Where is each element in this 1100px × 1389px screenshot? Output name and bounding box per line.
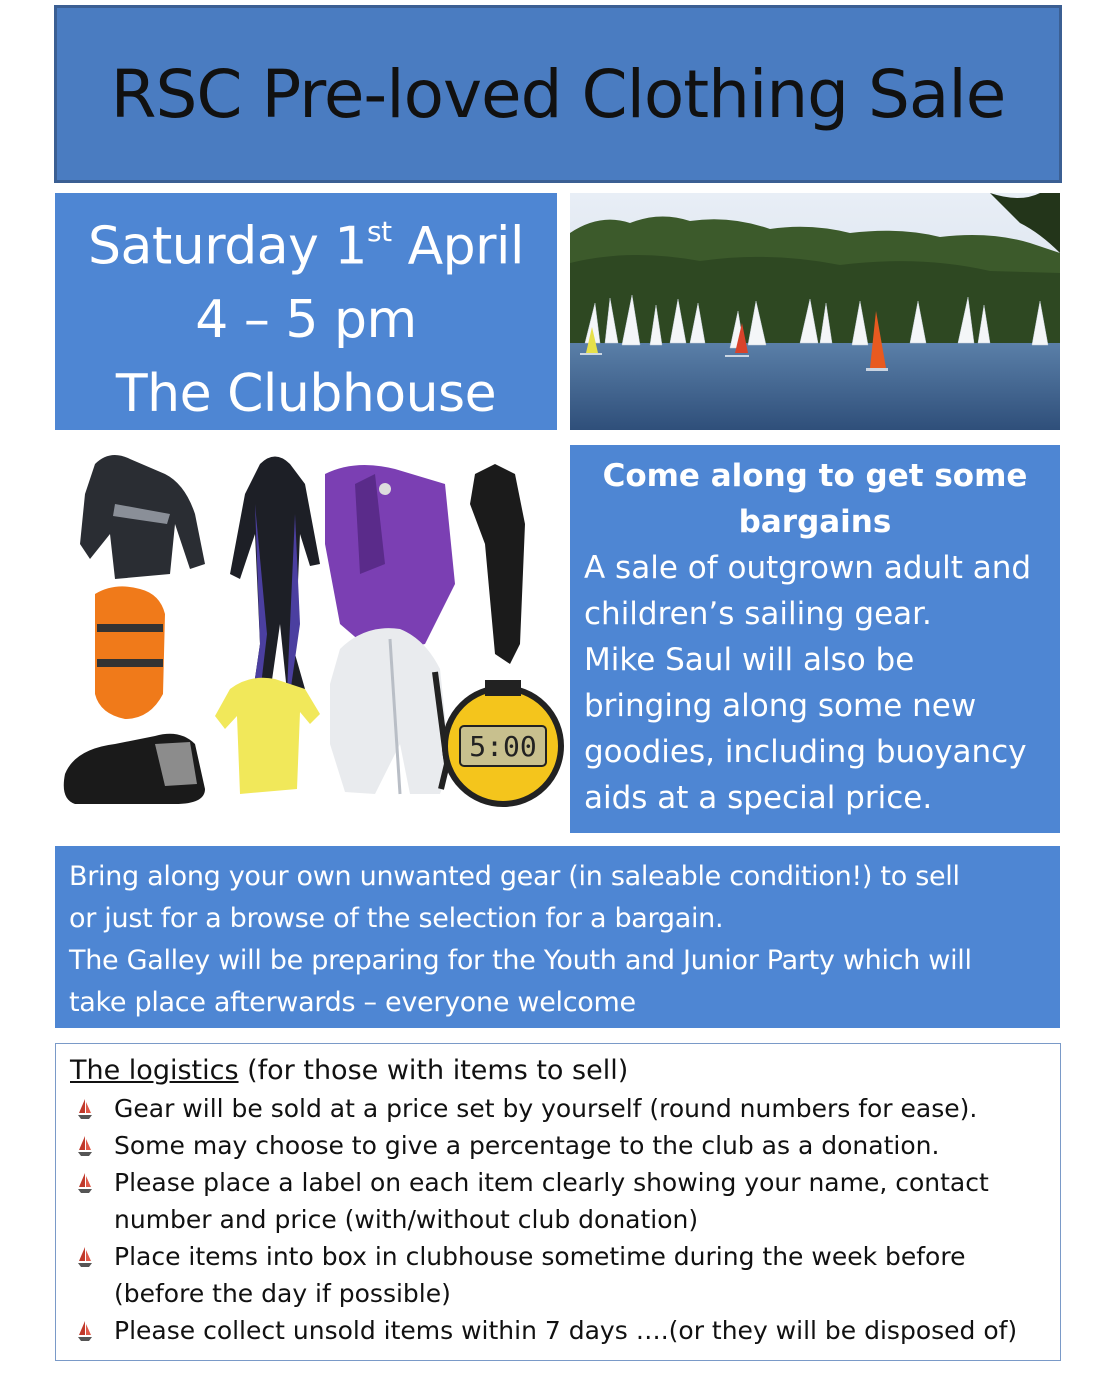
promo-line: Mike Saul will also be xyxy=(584,642,915,678)
title-banner xyxy=(54,5,1062,183)
list-item xyxy=(70,1164,1046,1238)
list-item-text: Please collect unsold items within 7 days ….(or they will be disposed of) xyxy=(114,1316,1018,1345)
sailboat-bullet-icon xyxy=(76,1246,94,1268)
bring-along-panel xyxy=(55,846,1060,1028)
watch-display: 5:00 xyxy=(469,730,537,763)
list-item xyxy=(70,1312,1046,1349)
promo-line: A sale of outgrown adult and xyxy=(584,550,1032,586)
logistics-panel xyxy=(55,1043,1061,1361)
promo-line: aids at a special price. xyxy=(584,780,933,816)
logistics-title xyxy=(70,1052,1046,1090)
event-day: Saturday 1 xyxy=(88,216,367,277)
list-item-text: Please place a label on each item clearly showing your name, contact xyxy=(114,1168,989,1197)
list-item-text: Some may choose to give a percentage to the club as a donation. xyxy=(114,1131,940,1160)
list-item xyxy=(70,1127,1046,1164)
bring-line: or just for a browse of the selection for a bargain. xyxy=(69,903,724,934)
promo-line: children’s sailing gear. xyxy=(584,596,932,632)
promo-panel xyxy=(570,445,1060,833)
promo-line: goodies, including buoyancy xyxy=(584,734,1027,770)
list-item-text: number and price (with/without club donation) xyxy=(114,1205,699,1234)
sailboat-bullet-icon xyxy=(76,1320,94,1342)
bring-line: The Galley will be preparing for the Youth and Junior Party which will xyxy=(69,945,972,976)
page-title: RSC Pre-loved Clothing Sale xyxy=(110,55,1006,133)
promo-heading: Come along to get some bargains xyxy=(602,458,1028,540)
sailboat-bullet-icon xyxy=(76,1135,94,1157)
bring-line: Bring along your own unwanted gear (in saleable condition!) to sell xyxy=(69,861,960,892)
list-item xyxy=(70,1238,1046,1312)
logistics-title-suffix: (for those with items to sell) xyxy=(238,1055,629,1086)
event-venue: The Clubhouse xyxy=(115,364,497,425)
event-day-suffix: st xyxy=(366,215,392,248)
sailing-photo xyxy=(570,193,1060,430)
event-month: April xyxy=(391,216,524,277)
sailboat-bullet-icon xyxy=(76,1172,94,1194)
bring-line: take place afterwards – everyone welcome xyxy=(69,987,636,1018)
sailboat-bullet-icon xyxy=(76,1098,94,1120)
list-item-text: Gear will be sold at a price set by yourself (round numbers for ease). xyxy=(114,1094,978,1123)
logistics-list xyxy=(70,1090,1046,1349)
promo-line: bringing along some new xyxy=(584,688,977,724)
event-details-panel xyxy=(55,193,557,430)
list-item xyxy=(70,1090,1046,1127)
event-date xyxy=(55,199,557,283)
list-item-text: (before the day if possible) xyxy=(114,1279,451,1308)
list-item-text: Place items into box in clubhouse sometime during the week before xyxy=(114,1242,966,1271)
logistics-title-main: The logistics xyxy=(70,1055,239,1086)
event-time: 4 – 5 pm xyxy=(195,290,417,351)
sailing-gear-collage xyxy=(55,444,565,824)
